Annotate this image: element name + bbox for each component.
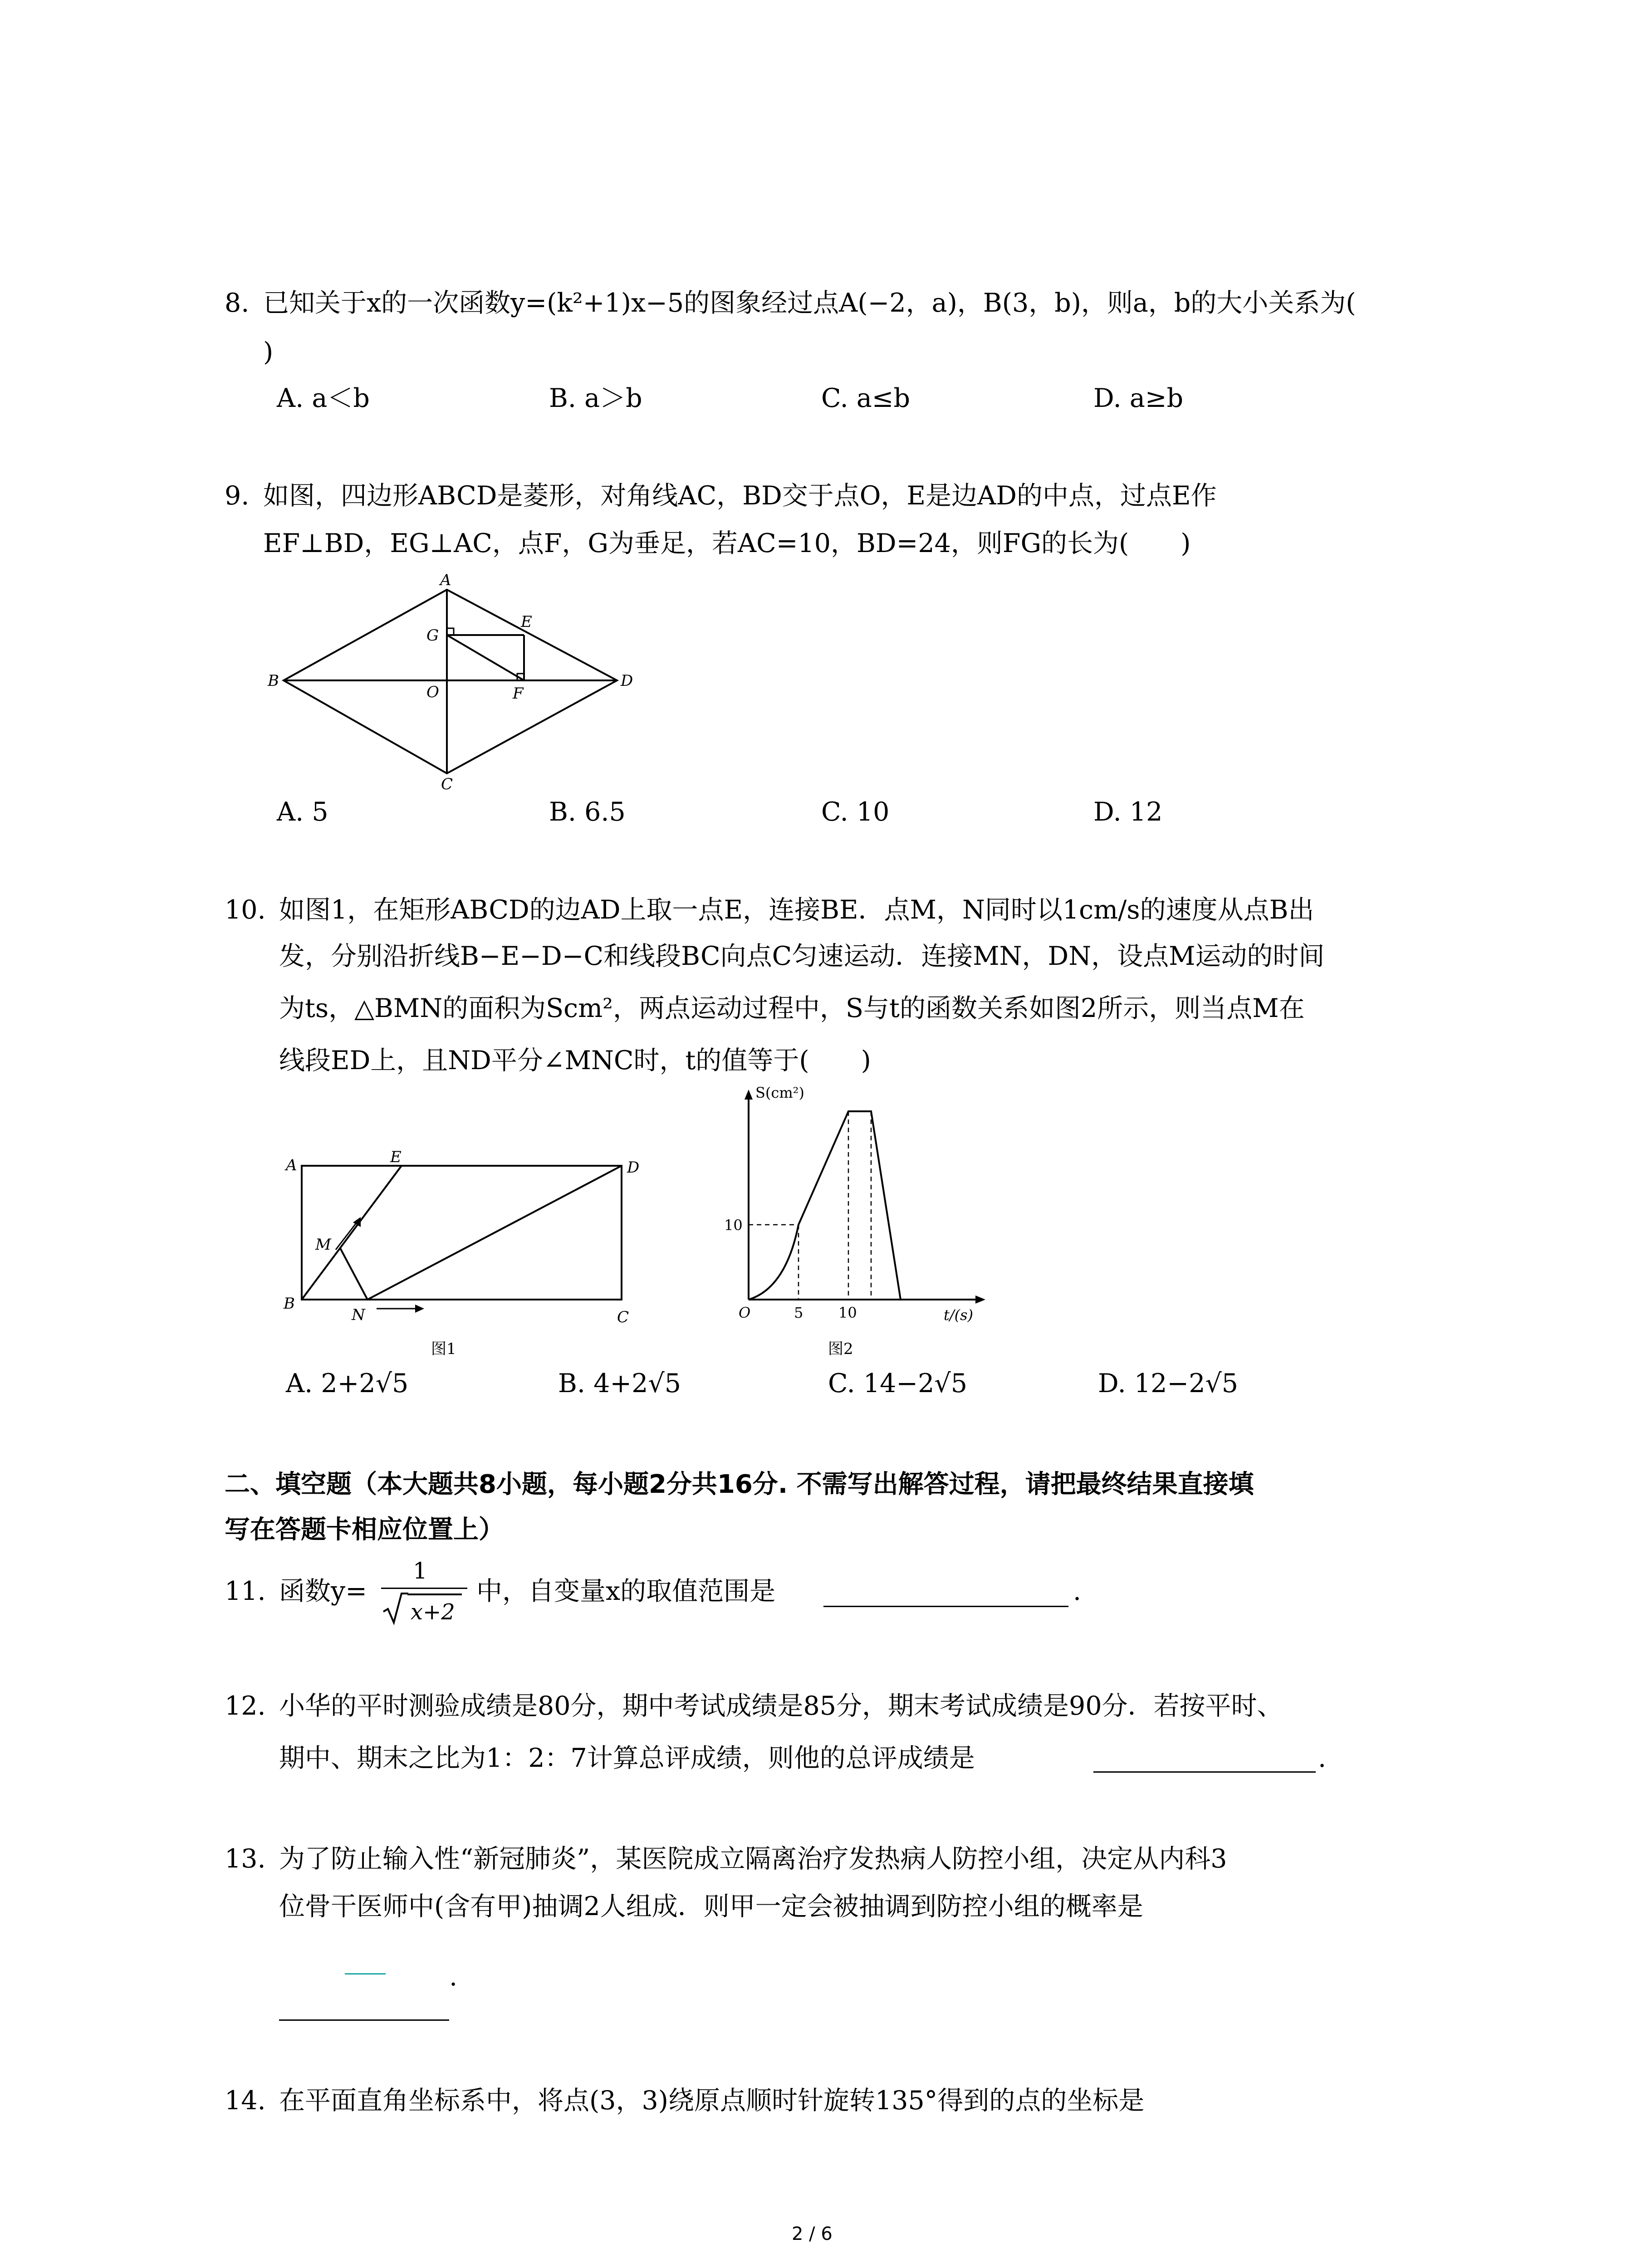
fig1-label-e: E xyxy=(390,1148,402,1166)
q8-option-b: B. a＞b xyxy=(549,383,642,413)
fig2-origin: O xyxy=(739,1304,751,1321)
q12-text-line1: 小华的平时测验成绩是80分，期中考试成绩是85分，期末考试成绩是90分．若按平时、 xyxy=(279,1691,1283,1721)
q13-answer-blank xyxy=(279,2019,449,2021)
q10-option-d: D. 12−2√5 xyxy=(1098,1369,1239,1398)
section-2-heading-line2: 写在答题卡相应位置上） xyxy=(225,1515,504,1545)
graph-curve xyxy=(749,1111,901,1300)
segment-be xyxy=(302,1166,402,1300)
q9-rhombus-figure xyxy=(254,567,644,794)
q9-text-line1: 如图，四边形ABCD是菱形，对角线AC，BD交于点O，E是边AD的中点，过点E作 xyxy=(263,481,1217,511)
fig1-label-b: B xyxy=(284,1295,295,1313)
fig1-label-d: D xyxy=(627,1158,640,1177)
q10-figure-2 xyxy=(717,1084,1007,1365)
q10-number: 10. xyxy=(225,895,266,925)
q11-suffix: 中，自变量x的取值范围是 xyxy=(476,1576,776,1606)
q13-fraction-bar xyxy=(345,1973,386,1975)
fig2-ylabel: S(cm²) xyxy=(755,1084,804,1101)
q11-end-period: . xyxy=(1073,1576,1082,1606)
label-f: F xyxy=(513,684,524,703)
fig1-label-c: C xyxy=(617,1308,629,1326)
q13-number: 13. xyxy=(225,1844,266,1874)
q14-text-line1: 在平面直角坐标系中，将点(3，3)绕原点顺时针旋转135°得到的点的坐标是 xyxy=(279,2086,1145,2116)
segment-nd xyxy=(367,1166,622,1300)
fig1-label-n: N xyxy=(352,1306,365,1324)
q11-prefix: 函数y= xyxy=(279,1576,367,1606)
q10-option-b: B. 4+2√5 xyxy=(558,1369,681,1398)
q8-option-d: D. a≥b xyxy=(1093,383,1184,413)
label-g: G xyxy=(426,626,439,645)
fig1-label-m: M xyxy=(315,1236,331,1254)
q12-answer-blank xyxy=(1093,1771,1316,1773)
q11-sqrt-vinculum xyxy=(407,1593,462,1595)
q11-fraction-numerator: 1 xyxy=(413,1558,427,1584)
label-d: D xyxy=(621,672,633,690)
q13-text-line1: 为了防止输入性“新冠肺炎”，某医院成立隔离治疗发热病人防控小组，决定从内科3 xyxy=(279,1844,1227,1874)
fig2-x5: 5 xyxy=(794,1304,803,1321)
q9-option-b: B. 6.5 xyxy=(549,797,626,827)
q13-end-period: . xyxy=(449,1962,458,1992)
q8-option-a: A. a＜b xyxy=(277,383,370,413)
label-a: A xyxy=(440,571,451,589)
y-axis-arrow xyxy=(745,1090,753,1100)
label-e: E xyxy=(521,613,532,631)
rhombus-outline xyxy=(284,590,617,773)
q11-answer-blank xyxy=(823,1606,1068,1607)
fig2-x10: 10 xyxy=(838,1304,857,1321)
page-number: 2 / 6 xyxy=(792,2224,833,2244)
segment-mn xyxy=(340,1248,367,1300)
label-b: B xyxy=(268,672,279,690)
arrow-m-line xyxy=(336,1220,358,1250)
q9-option-d: D. 12 xyxy=(1093,797,1163,827)
q8-text-line2: ) xyxy=(263,337,274,367)
label-o: O xyxy=(426,683,439,701)
label-c: C xyxy=(441,775,453,793)
fig2-caption: 图2 xyxy=(828,1340,853,1358)
q9-option-c: C. 10 xyxy=(821,797,890,827)
q10-figure-1 xyxy=(272,1134,662,1361)
q10-text-line2: 发，分别沿折线B−E−D−C和线段BC向点C匀速运动．连接MN，DN，设点M运动的时间 xyxy=(279,941,1325,971)
section-2-heading-line1: 二、填空题（本大题共8小题，每小题2分共16分. 不需写出解答过程，请把最终结果直接填 xyxy=(225,1470,1254,1499)
q11-number: 11. xyxy=(225,1576,266,1606)
q8-text-line1: 已知关于x的一次函数y=(k²+1)x−5的图象经过点A(−2，a)，B(3，b)，则a，b的大小关系为( xyxy=(263,288,1356,318)
q12-end-period: . xyxy=(1318,1743,1327,1773)
q8-number: 8. xyxy=(225,288,250,318)
q10-option-a: A. 2+2√5 xyxy=(286,1369,409,1398)
fig1-label-a: A xyxy=(286,1156,297,1174)
q11-sqrt-sign xyxy=(381,1590,408,1626)
x-axis-arrow xyxy=(975,1295,985,1304)
q10-text-line1: 如图1，在矩形ABCD的边AD上取一点E，连接BE．点M，N同时以1cm/s的速度从点B出 xyxy=(279,895,1314,925)
q9-option-a: A. 5 xyxy=(277,797,328,827)
q14-number: 14. xyxy=(225,2086,266,2116)
arrow-n-head xyxy=(415,1305,424,1313)
q13-text-line2: 位骨干医师中(含有甲)抽调2人组成．则甲一定会被抽调到防控小组的概率是 xyxy=(279,1892,1143,1921)
q10-text-line3: 为ts，△BMN的面积为Scm²，两点运动过程中，S与t的函数关系如图2所示，则当点M在 xyxy=(279,993,1305,1023)
fig1-caption: 图1 xyxy=(431,1340,456,1358)
q9-number: 9. xyxy=(225,481,250,511)
fig2-y10: 10 xyxy=(724,1217,743,1234)
q9-text-line2: EF⊥BD，EG⊥AC，点F，G为垂足，若AC=10，BD=24，则FG的长为( ) xyxy=(263,528,1191,558)
q10-option-c: C. 14−2√5 xyxy=(828,1369,967,1398)
q10-text-line4: 线段ED上，且ND平分∠MNC时，t的值等于( ) xyxy=(279,1046,871,1075)
q11-fraction-bar xyxy=(381,1588,467,1589)
rectangle-abcd xyxy=(302,1166,622,1300)
q11-fraction-denominator: x+2 xyxy=(411,1599,455,1625)
q12-text-line2: 期中、期末之比为1：2：7计算总评成绩，则他的总评成绩是 xyxy=(279,1743,975,1773)
segment-fg xyxy=(447,635,524,680)
q8-option-c: C. a≤b xyxy=(821,383,911,413)
fig2-xlabel: t/(s) xyxy=(944,1306,974,1324)
q12-number: 12. xyxy=(225,1691,266,1721)
